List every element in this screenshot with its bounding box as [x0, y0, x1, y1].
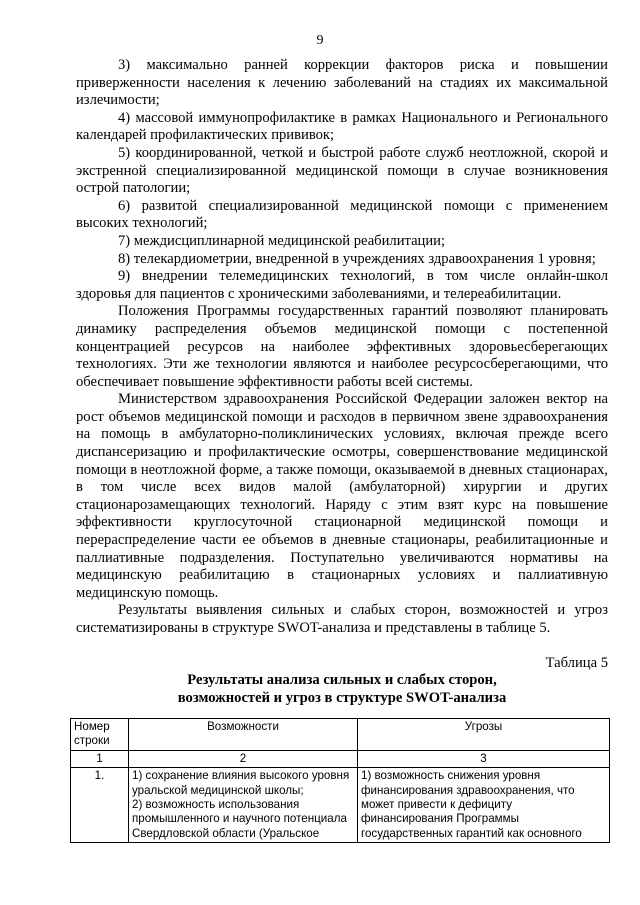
row-number-cell: 1.: [71, 768, 129, 843]
paragraph-item-4: 4) массовой иммунопрофилактике в рамках Национального и Регионального календарей профилактических прививок;: [76, 109, 608, 144]
table-title-line-2: возможностей и угроз в структуре SWOT-анализа: [177, 689, 507, 706]
page-number: 9: [316, 33, 324, 48]
column-number-1: 1: [71, 750, 129, 767]
table-row: [71, 768, 610, 843]
paragraph-item-5: 5) координированной, четкой и быстрой работе служб неотложной, скорой и экстренной специализированной медицинской помощи в случае возникновения острой патологии;: [76, 144, 608, 197]
table-caption: Таблица 5: [545, 655, 608, 671]
table-column-number-row: [71, 750, 610, 767]
paragraph-item-7: 7) междисциплинарной медицинской реабилитации;: [118, 232, 446, 249]
paragraph-item-9: 9) внедрении телемедицинских технологий, в том числе онлайн-школ здоровья для пациентов с хроническими заболеваниями, и телереабилитации.: [76, 268, 608, 302]
paragraph-item-6: 6) развитой специализированной медицинской помощи с применением высоких технологий;: [76, 197, 608, 232]
threats-cell: 1) возможность снижения уровня финансирования здравоохранения, что может привести к дефициту финансирования Программы государственных гарантий как основного: [358, 768, 610, 843]
header-opportunities: Возможности: [129, 719, 358, 751]
paragraph-ministry-vector: Министерством здравоохранения Российской Федерации заложен вектор на рост объемов медицинской помощи и расходов в первичном звене здравоохранения на помощь в амбулаторно-поликлинических условиях, включая прежде всего диспансеризацию и профилактические осмотры, совершенствование медицинской помощи в неотложной форме, а также помощи, оказываемой в дневных стационарах, в том числе всех видов малой (амбулаторной) хирургии и других стационарозамещающих технологий. Наряду с этим взят курс на повышение эффективности круглосуточной стационарной медицинской помощи и перераспределение части ее объемов в дневные стационары, реабилитационные и паллиативные подразделения. Поступательно увеличиваются нормативы на медицинскую реабилитацию в стационарных условиях и паллиативную медицинскую помощь.: [76, 391, 608, 601]
body-text: [76, 57, 608, 638]
table-title-line-1: Результаты анализа сильных и слабых сторон,: [187, 672, 497, 688]
paragraph-item-8: 8) телекардиометрии, внедренной в учреждениях здравоохранения 1 уровня;: [118, 250, 596, 267]
opportunities-cell: 1) сохранение влияния высокого уровня уральской медицинской школы; 2) возможность использования промышленного и научного потенциала Свердловской области (Уральское: [129, 768, 358, 843]
column-number-3: 3: [358, 750, 610, 767]
column-number-2: 2: [129, 750, 358, 767]
paragraph-swot-results: Результаты выявления сильных и слабых сторон, возможностей и угроз систематизированы в структуре SWOT-анализа и представлены в таблице 5.: [76, 602, 608, 636]
header-row-number: Номер строки: [71, 719, 129, 751]
table-title: [76, 672, 608, 707]
paragraph-item-3: 3) максимально ранней коррекции факторов риска и повышении приверженности населения к лечению заболеваний на стадиях их максимальной излечимости;: [76, 57, 608, 109]
header-threats: Угрозы: [358, 719, 610, 751]
paragraph-program-guarantees: Положения Программы государственных гарантий позволяют планировать динамику распределения объемов медицинской помощи с постепенной концентрацией ресурсов на наиболее эффективных здоровьесберегающих технологиях. Эти же технологии являются и наиболее ресурсосберегающими, что обеспечивает повышение эффективности работы всей системы.: [76, 303, 608, 390]
table-header-row: [71, 719, 610, 751]
swot-table: [70, 718, 610, 843]
